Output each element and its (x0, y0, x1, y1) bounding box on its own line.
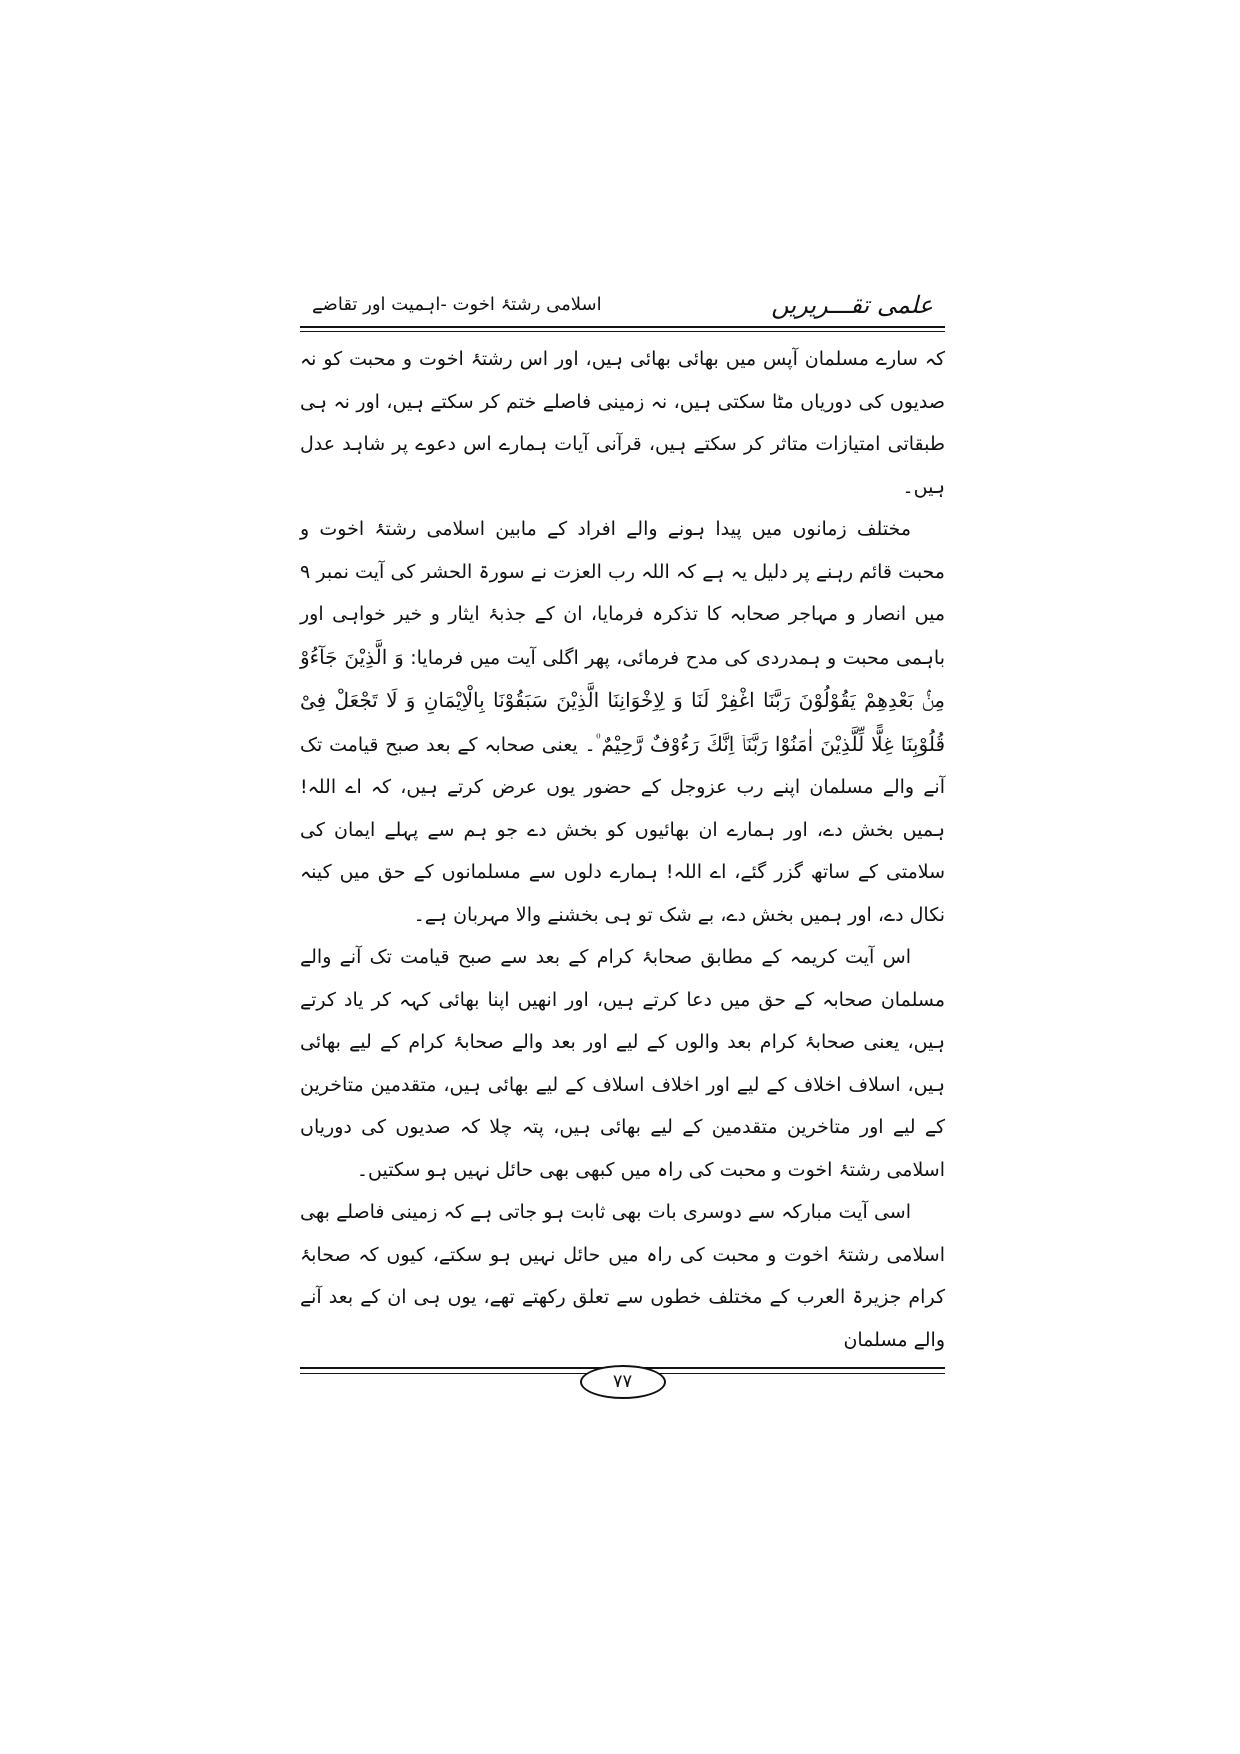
body-text (300, 338, 945, 1361)
paragraph-2-intro: مختلف زمانوں میں پیدا ہونے والے افراد کے مابین اسلامی رشتۂ اخوت و محبت قائم رہنے پر دلیل یہ ہے کہ اللہ رب العزت نے سورۃ الحشر کی آیت نمبر ۹ میں انصار و مہاجر صحابہ کا تذکرہ فرمایا، ان کے جذبۂ ایثار و خیر خواہی اور باہمی محبت و ہمدردی کی مدح فرمائی، پھر اگلی آیت میں فرمایا: (300, 518, 945, 669)
paragraph-2-translation: ۔ یعنی صحابہ کے بعد صبح قیامت تک آنے والے مسلمان اپنے رب عزوجل کے حضور یوں عرض کرتے ہیں، کہ اے اللہ! ہمیں بخش دے، اور ہمارے ان بھائیوں کو بخش دے جو ہم سے پہلے ایمان کی سلامتی کے ساتھ گزر گئے، اے اللہ! ہمارے دلوں سے مسلمانوں کے حق میں کینہ نکال دے، اور ہمیں بخش دے، بے شک تو ہی بخشنے والا مہربان ہے۔ (300, 733, 945, 926)
book-title: علمی تقـــریریں (771, 291, 933, 319)
quran-verse: وَ الَّذِیْنَ جَآءُوْ مِنْۢ بَعْدِهِمْ یَقُوْلُوْنَ رَبَّنَا اغْفِرْ لَنَا وَ لِاِخْوَانِنَا الَّذِیْنَ سَبَقُوْنَا بِالْاِیْمَانِ وَ لَا تَجْعَلْ فِیْ قُلُوْبِنَا غِلًّا لِّلَّذِیْنَ اٰمَنُوْا رَبَّنَاۤ اِنَّكَ رَءُوْفٌ رَّحِیْمٌ ۠ (300, 644, 945, 756)
paragraph-4: اسی آیت مبارکہ سے دوسری بات بھی ثابت ہو جاتی ہے کہ زمینی فاصلے بھی اسلامی رشتۂ اخوت و محبت کی راہ میں حائل نہیں ہو سکتے، کیوں کہ صحابۂ کرام جزیرۃ العرب کے مختلف خطوں سے تعلق رکھتے تھے، یوں ہی ان کے بعد آنے والے مسلمان (300, 1201, 945, 1351)
paragraph-1: کہ سارے مسلمان آپس میں بھائی بھائی ہیں، اور اس رشتۂ اخوت و محبت کو نہ صدیوں کی دوریاں مٹا سکتی ہیں، نہ زمینی فاصلے ختم کر سکتے ہیں، اور نہ ہی طبقاتی امتیازات متاثر کر سکتے ہیں، قرآنی آیات ہمارے اس دعوے پر شاہد عدل ہیں۔ (300, 348, 945, 498)
running-head (300, 290, 945, 320)
paragraph-3: اس آیت کریمہ کے مطابق صحابۂ کرام کے بعد سے صبح قیامت تک آنے والے مسلمان صحابہ کے حق میں دعا کرتے ہیں، اور انھیں اپنا بھائی کہہ کر یاد کرتے ہیں، یعنی صحابۂ کرام بعد والوں کے لیے اور بعد والے صحابۂ کرام کے لیے بھائی ہیں، اسلاف اخلاف کے لیے اور اخلاف اسلاف کے لیے بھائی ہیں، متقدمین متاخرین کے لیے اور متاخرین متقدمین کے لیے بھائی ہیں، پتہ چلا کہ صدیوں کی دوریاں اسلامی رشتۂ اخوت و محبت کی راہ میں کبھی بھی حائل نہیں ہو سکتیں۔ (300, 946, 945, 1181)
header-rule (300, 326, 945, 332)
book-page (300, 290, 945, 1392)
page-number: ۷۷ (580, 1365, 666, 1399)
paragraph-2 (300, 508, 945, 936)
chapter-title: اسلامی رشتۂ اخوت -اہمیت اور تقاضے (312, 294, 602, 315)
